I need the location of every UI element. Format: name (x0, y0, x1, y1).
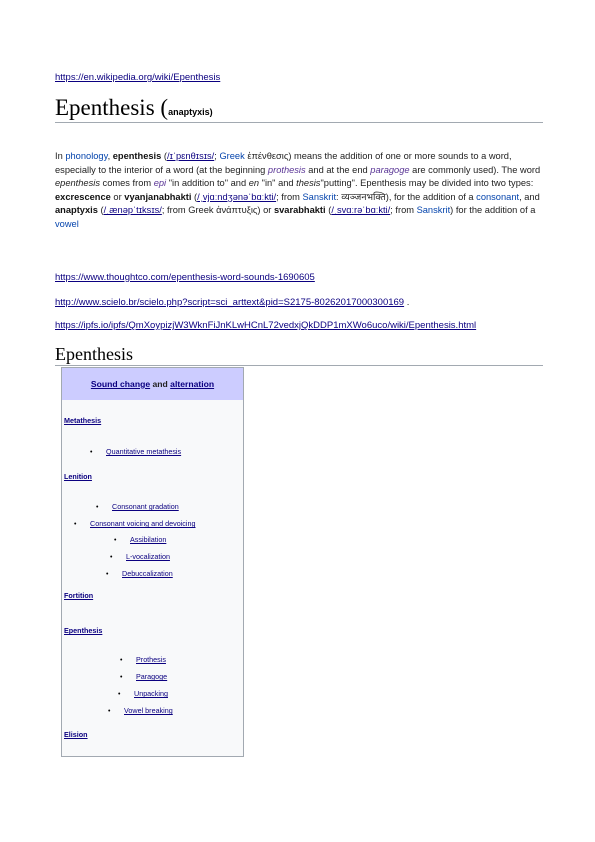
term-svarabhakti: svarabhakti (273, 205, 326, 216)
bullet-icon: • (114, 537, 117, 544)
navbox-item (106, 569, 173, 578)
link-ipa-anaptyxis[interactable]: /ˌænəpˈtɪksɪs/ (103, 205, 162, 216)
bullet-icon: • (90, 449, 93, 456)
bullet-icon: • (118, 691, 121, 698)
bullet-icon: • (106, 571, 109, 578)
bullet-icon: • (120, 657, 123, 664)
scielo-line: http://www.scielo.br/scielo.php?script=sci_arttext&pid=S2175-80262017000300169 . (55, 297, 410, 308)
link-sanskrit-2[interactable]: Sanskrit (416, 205, 451, 216)
navbox-item (96, 502, 179, 511)
term-vyanjanabhakti: vyanjanabhakti (124, 191, 192, 202)
navbox-section-metathesis[interactable]: Metathesis (64, 416, 102, 425)
navbox-link-quantitative-metathesis[interactable]: Quantitative metathesis (106, 447, 182, 456)
navbox-item (118, 689, 168, 698)
ipfs-link[interactable]: https://ipfs.io/ipfs/QmXoypizjW3WknFiJnKLwHCnL72vedxjQkDDP1mXWo6uco/wiki/Epenthesis.html (55, 320, 477, 331)
section-heading: Epenthesis (55, 343, 543, 366)
navbox-item (120, 655, 166, 664)
bullet-icon: • (108, 708, 111, 715)
navbox-header: Sound change and alternation (62, 368, 243, 400)
navbox-link-consonant-voicing[interactable]: Consonant voicing and devoicing (90, 519, 196, 528)
navbox-link-assibilation[interactable]: Assibilation (130, 535, 167, 544)
term-en: en (248, 178, 260, 189)
navbox-item (120, 672, 167, 681)
navbox-link-alternation[interactable]: alternation (170, 379, 215, 389)
navbox-section-lenition[interactable]: Lenition (64, 472, 92, 481)
scielo-link[interactable]: http://www.scielo.br/scielo.php?script=sci_arttext&pid=S2175-80262017000300169 (55, 297, 405, 308)
navbox-section-fortition[interactable]: Fortition (64, 591, 94, 600)
navbox-item (110, 552, 170, 561)
navbox-section-elision[interactable]: Elision (64, 730, 88, 739)
navbox-link-vowel-breaking[interactable]: Vowel breaking (124, 706, 173, 715)
term-thesis: thesis (296, 178, 321, 189)
term-excrescence: excrescence (55, 191, 111, 202)
link-phonology[interactable]: phonology (65, 151, 108, 161)
link-ipa-epenthesis[interactable]: /ɪˈpɛnθɪsɪs/ (167, 151, 215, 161)
navbox-link-paragoge[interactable]: Paragoge (136, 672, 168, 681)
page-title-subtitle: anaptyxis) (168, 107, 213, 117)
link-sanskrit[interactable]: Sanskrit (302, 191, 337, 202)
page-title (55, 94, 543, 123)
link-greek[interactable]: Greek (219, 151, 245, 161)
term-epi: epi (153, 178, 167, 189)
term-anaptyxis: anaptyxis (55, 205, 98, 216)
link-paragoge[interactable]: paragoge (370, 164, 410, 175)
link-consonant[interactable]: consonant (476, 191, 520, 202)
bullet-icon: • (110, 554, 113, 561)
navbox-link-sound-change[interactable]: Sound change (90, 379, 151, 389)
thoughtco-link[interactable]: https://www.thoughtco.com/epenthesis-word-sounds-1690605 (55, 272, 315, 283)
navbox-link-prothesis[interactable]: Prothesis (136, 655, 166, 664)
navbox-link-l-vocalization[interactable]: L-vocalization (126, 552, 170, 561)
navbox-item (90, 447, 181, 456)
source-url-link[interactable]: https://en.wikipedia.org/wiki/Epenthesis (55, 72, 221, 83)
intro-paragraph: In phonology, epenthesis (/ɪˈpɛnθɪsɪs/; Greek ἐπένθεσις) means the addition of one or more sounds to a word, especially to the interior of a word (at the beginning prothesis and at the end paragoge are commonly used). The word epenthesis comes from epi "in addition to" and en "in" and thesis"putting". Epenthesis may be divided into two types: excrescence or vyanjanabhakti (/ˌvjɑːndʒənəˈbɑːkti/; from Sanskrit: व्यञ्जनभक्ति), for the addition of a consonant, and anaptyxis (/ˌænəpˈtɪksɪs/; from Greek ἀνάπτυξις) or svarabhakti (/ˌsvɑːrəˈbɑːkti/; from Sanskrit) for the addition of a vowel (55, 151, 541, 229)
navbox-link-debuccalization[interactable]: Debuccalization (122, 569, 173, 578)
navbox-link-unpacking[interactable]: Unpacking (134, 689, 168, 698)
link-prothesis[interactable]: prothesis (267, 164, 306, 175)
page-title-main: Epenthesis ( (55, 95, 169, 120)
bullet-icon: • (120, 674, 123, 681)
link-ipa-svarabhakti[interactable]: /ˌsvɑːrəˈbɑːkti/ (331, 205, 391, 216)
navbox-item (114, 535, 166, 544)
bullet-icon: • (74, 521, 77, 528)
navbox-item (74, 519, 196, 528)
bullet-icon: • (96, 504, 99, 511)
link-ipa-vyanjanabhakti[interactable]: /ˌvjɑːndʒənəˈbɑːkti/ (197, 191, 277, 202)
term-epenthesis-italic: epenthesis (55, 178, 100, 189)
navbox-item (108, 706, 173, 715)
navbox-link-consonant-gradation[interactable]: Consonant gradation (112, 502, 179, 511)
sound-change-navbox (61, 367, 244, 757)
term-epenthesis: epenthesis (112, 151, 162, 161)
navbox-section-epenthesis[interactable]: Epenthesis (64, 626, 103, 635)
link-vowel[interactable]: vowel (55, 218, 79, 229)
